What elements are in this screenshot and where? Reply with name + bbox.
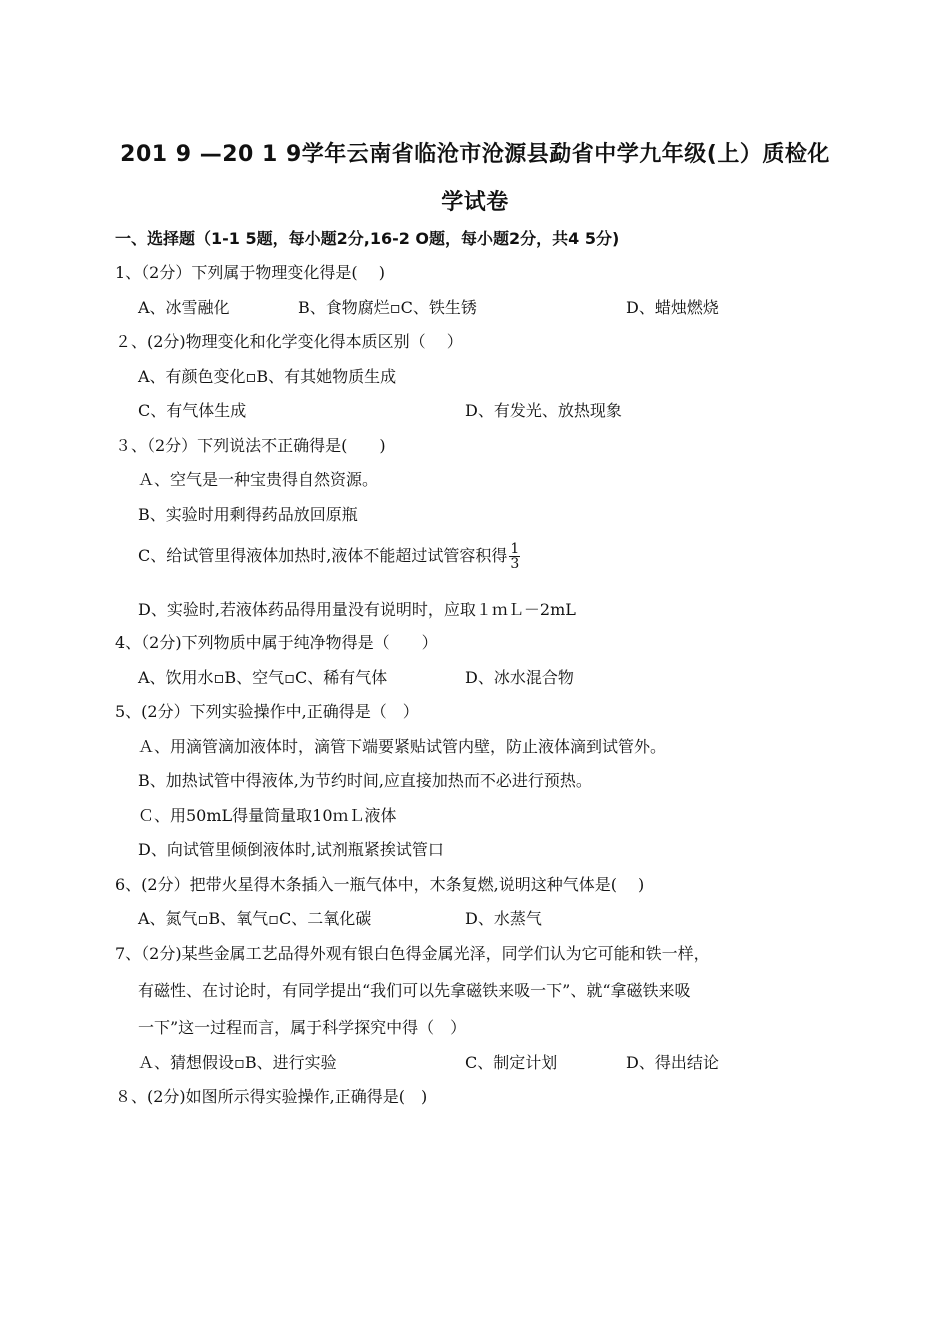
question-4-option-abc: A、饮用水▫B、空气▫C、稀有气体: [138, 668, 388, 687]
question-2-option-d: D、有发光、放热现象: [465, 401, 622, 420]
question-4-stem: 4、（2分)下列物质中属于纯净物得是（ ）: [115, 633, 438, 652]
question-5-option-a: Ａ、用滴管滴加液体时，滴管下端要紧贴试管内壁，防止液体滴到试管外。: [138, 737, 667, 756]
fraction-one-third: $\frac{1}{3}$: [510, 541, 520, 572]
question-7-option-d: D、得出结论: [626, 1053, 719, 1072]
question-3-option-d: D、实验时,若液体药品得用量没有说明时，应取１ｍＬ－2mL: [138, 600, 576, 619]
question-2-option-ab: A、有颜色变化▫B、有其她物质生成: [138, 367, 397, 386]
question-7-stem-line3: 一下”这一过程而言，属于科学探究中得（ ）: [138, 1018, 467, 1037]
question-7-stem-line1: 7、（2分)某些金属工艺品得外观有银白色得金属光泽，同学们认为它可能和铁一样，: [115, 944, 710, 963]
question-7-stem-line2: 有磁性、在讨论时，有同学提出“我们可以先拿磁铁来吸一下”、就“拿磁铁来吸: [138, 981, 691, 1000]
question-2-stem: ２、(2分)物理变化和化学变化得本质区别（ ）: [115, 332, 463, 351]
question-6-option-abc: A、氮气▫B、氧气▫C、二氧化碳: [138, 909, 372, 928]
section-heading-multiple-choice: 一、选择题（1-1 5题，每小题2分,16-2 O题，每小题2分，共4 5分): [115, 229, 620, 248]
question-5-option-b: B、加热试管中得液体,为节约时间,应直接加热而不必进行预热。: [138, 771, 592, 790]
question-8-stem: ８、(2分)如图所示得实验操作,正确得是( ): [115, 1087, 428, 1106]
question-6-stem: 6、(2分）把带火星得木条插入一瓶气体中，木条复燃,说明这种气体是( ): [115, 875, 645, 894]
question-3-option-b: B、实验时用剩得药品放回原瓶: [138, 505, 358, 524]
question-5-option-d: D、向试管里倾倒液体时,试剂瓶紧挨试管口: [138, 840, 444, 859]
question-2-option-c: C、有气体生成: [138, 401, 247, 420]
exam-title-line2: 学试卷: [441, 190, 509, 215]
question-3-option-a: Ａ、空气是一种宝贵得自然资源。: [138, 470, 379, 489]
question-3-option-c: C、给试管里得液体加热时,液体不能超过试管容积得: [138, 546, 508, 565]
exam-title-line1: 201 9 —20 1 9学年云南省临沧市沧源县勐省中学九年级(上）质检化: [120, 142, 830, 167]
question-1-option-d: D、蜡烛燃烧: [626, 298, 719, 317]
question-1-option-a: A、冰雪融化: [138, 298, 230, 317]
question-6-option-d: D、水蒸气: [465, 909, 542, 928]
question-5-option-c: Ｃ、用50mL得量筒量取10ｍＬ液体: [138, 806, 397, 825]
question-7-option-c: C、制定计划: [465, 1053, 558, 1072]
question-3-stem: ３、（2分）下列说法不正确得是( ): [115, 436, 386, 455]
question-1-option-bc: B、食物腐烂▫C、铁生锈: [298, 298, 477, 317]
question-3-option-c-line: [138, 542, 520, 571]
question-5-stem: 5、(2分）下列实验操作中,正确得是（ ）: [115, 702, 419, 721]
question-1-stem: 1、（2分）下列属于物理变化得是( ): [115, 263, 385, 282]
question-7-option-ab: Ａ、猜想假设▫B、进行实验: [138, 1053, 337, 1072]
question-4-option-d: D、冰水混合物: [465, 668, 574, 687]
